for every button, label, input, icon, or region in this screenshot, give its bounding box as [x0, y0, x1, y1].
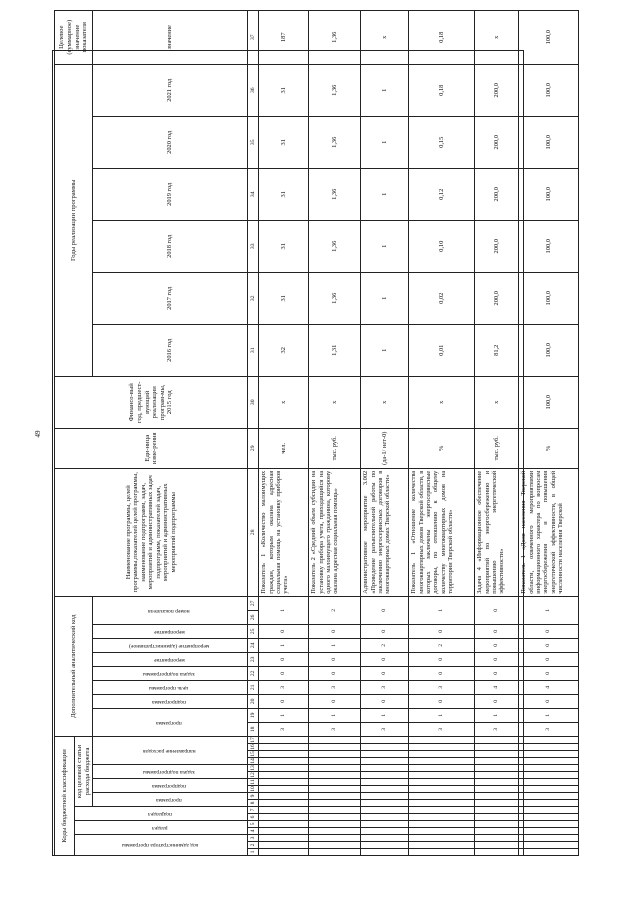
analytic-code-digit: 0	[475, 694, 519, 708]
column-number: 27	[248, 596, 259, 610]
year-value: 100,0	[519, 272, 579, 324]
year-value: 32	[259, 324, 309, 376]
column-number: 24	[248, 638, 259, 652]
column-number: 33	[248, 220, 259, 272]
budget-code-cell	[361, 793, 409, 800]
base-year-value: 100,0	[519, 376, 579, 428]
column-number: 36	[248, 64, 259, 116]
budget-code-cell	[259, 736, 309, 743]
budget-code-cell	[309, 821, 361, 828]
analytic-code-digit: 1	[259, 638, 309, 652]
budget-code-cell	[309, 800, 361, 807]
year-value: 200,0	[475, 116, 519, 168]
budget-code-cell	[259, 779, 309, 786]
analytic-code-digit: 0	[259, 694, 309, 708]
column-number: 6	[248, 814, 259, 821]
analytic-code-digit: 3	[361, 680, 409, 694]
analytic-code-digit: 1	[259, 596, 309, 624]
budget-code-cell	[259, 758, 309, 765]
year-value: 0,10	[409, 220, 475, 272]
column-number: 20	[248, 694, 259, 708]
year-value: 31	[259, 64, 309, 116]
analytic-code-digit: 3	[409, 680, 475, 694]
budget-code-cell	[409, 821, 475, 828]
budget-code-cell	[361, 821, 409, 828]
table-row	[409, 10, 475, 855]
analytic-code-digit: 3	[519, 722, 579, 736]
column-number: 2	[248, 842, 259, 849]
analytic-code-digit: 0	[259, 624, 309, 638]
indicator-name: Административное мероприятие 3.002 «Проведение разъяснительной работы по заключению энергосервисных договоров в многоквартирных домах Тверской области»	[361, 468, 409, 596]
analytic-code-digit: 0	[519, 638, 579, 652]
budget-code-cell	[519, 736, 579, 743]
budget-code-cell	[475, 736, 519, 743]
budget-code-cell	[361, 835, 409, 842]
unit-column-header: Еди-ница изме-рения	[55, 428, 248, 468]
year-value: 0,12	[409, 168, 475, 220]
budget-code-cell	[475, 849, 519, 856]
budget-code-cell	[519, 849, 579, 856]
budget-code-cell	[409, 779, 475, 786]
column-number: 15	[248, 751, 259, 758]
year-value: 1	[361, 272, 409, 324]
analytic-code-digit: 3	[309, 680, 361, 694]
year-value: 100,0	[519, 220, 579, 272]
budget-code-cell	[409, 814, 475, 821]
analytic-code-digit: 0	[259, 666, 309, 680]
year-value: 0,18	[409, 64, 475, 116]
budget-code-cell	[361, 800, 409, 807]
target-value: х	[361, 10, 409, 64]
analytic-code-digit: 0	[361, 652, 409, 666]
analytic-code-digit: 3	[309, 722, 361, 736]
target-value: 1,36	[309, 10, 361, 64]
a-event-kind-vlabel: мероприятие	[93, 624, 248, 638]
budget-code-cell	[475, 835, 519, 842]
budget-code-cell	[361, 779, 409, 786]
analytic-code-digit: 3	[259, 680, 309, 694]
column-number: 17	[248, 736, 259, 743]
year-2017-header: 2017 год	[93, 272, 248, 324]
analytic-code-digit: 2	[309, 596, 361, 624]
budget-code-cell	[259, 821, 309, 828]
year-value: 200,0	[475, 220, 519, 272]
budget-code-cell	[475, 751, 519, 758]
budget-code-cell	[475, 807, 519, 814]
budget-code-cell	[259, 800, 309, 807]
target-value: 187	[259, 10, 309, 64]
budget-code-cell	[519, 744, 579, 751]
year-value: 1	[361, 64, 409, 116]
budget-code-cell	[309, 751, 361, 758]
analytic-code-digit: 0	[361, 596, 409, 624]
budget-code-cell	[409, 793, 475, 800]
budget-code-cell	[309, 765, 361, 772]
budget-code-cell	[309, 814, 361, 821]
analytic-code-digit: 1	[361, 708, 409, 722]
column-number: 18	[248, 722, 259, 736]
page-number: 49	[34, 430, 42, 438]
analytic-code-digit: 2	[409, 638, 475, 652]
budget-code-cell	[309, 835, 361, 842]
program-vlabel: программа	[93, 793, 248, 807]
base-year-column-header: Финансо-вый год, предшест-вующий реализации програм-мы, 2015 год	[55, 376, 248, 428]
budget-code-cell	[409, 828, 475, 835]
budget-code-cell	[475, 800, 519, 807]
budget-code-cell	[259, 842, 309, 849]
budget-code-cell	[361, 814, 409, 821]
landscape-table-sheet	[52, 19, 564, 856]
table-row	[259, 10, 309, 855]
analytic-code-digit: 3	[409, 722, 475, 736]
analytic-code-digit: 0	[309, 666, 361, 680]
unit-cell: %	[519, 428, 579, 468]
a-program-vlabel: программа	[93, 708, 248, 736]
budget-code-cell	[409, 835, 475, 842]
year-value: 1,36	[309, 116, 361, 168]
column-number: 29	[248, 428, 259, 468]
budget-code-cell	[475, 744, 519, 751]
year-value: 81,2	[475, 324, 519, 376]
budget-code-cell	[519, 828, 579, 835]
analytic-code-digit: 0	[309, 694, 361, 708]
year-value: 1	[361, 168, 409, 220]
column-number: 21	[248, 680, 259, 694]
column-number: 7	[248, 807, 259, 814]
year-2016-header: 2016 год	[93, 324, 248, 376]
budget-code-cell	[309, 793, 361, 800]
budget-code-cell	[361, 786, 409, 793]
analytic-code-digit: 0	[519, 624, 579, 638]
analytic-code-digit: 0	[259, 652, 309, 666]
budget-code-cell	[309, 772, 361, 779]
budget-code-cell	[361, 842, 409, 849]
analytic-code-digit: 0	[475, 596, 519, 624]
budget-code-cell	[409, 800, 475, 807]
target-article-header: код целевой статьи расхода бюджета	[75, 736, 93, 806]
year-value: 1,36	[309, 272, 361, 324]
a-task-vlabel: цель программы	[93, 680, 248, 694]
a-indicator-vlabel: номер показателя	[93, 596, 248, 624]
budget-code-cell	[361, 758, 409, 765]
year-value: 200,0	[475, 168, 519, 220]
indicator-name: Показатель 1 «Количество малоимущих граждан, которым оказана адресная социальная помощь на установку приборов учета»	[259, 468, 309, 596]
indicator-name: Задача 4 «Информационное обеспечение мероприятий по энергосбережению и повышению энергетической эффективности»	[475, 468, 519, 596]
analytic-code-digit: 3	[361, 722, 409, 736]
target-value: х	[475, 10, 519, 64]
unit-cell: %	[409, 428, 475, 468]
analytic-code-digit: 4	[519, 680, 579, 694]
analytic-code-digit: 0	[475, 652, 519, 666]
column-number: 30	[248, 376, 259, 428]
analytic-code-digit: 0	[361, 694, 409, 708]
base-year-value: х	[361, 376, 409, 428]
table-row	[519, 10, 579, 855]
budget-code-cell	[259, 835, 309, 842]
budget-code-cell	[259, 772, 309, 779]
year-value: 100,0	[519, 168, 579, 220]
budget-code-cell	[309, 849, 361, 856]
column-number: 37	[248, 10, 259, 64]
analytic-code-digit: 0	[519, 652, 579, 666]
budget-code-cell	[519, 842, 579, 849]
budget-code-cell	[361, 772, 409, 779]
subprogram-vlabel: подпрограмма	[93, 779, 248, 793]
column-number: 14	[248, 758, 259, 765]
rotated-table-stage	[54, 19, 564, 856]
unit-cell: тыс. руб.	[475, 428, 519, 468]
budget-code-cell	[409, 772, 475, 779]
a-admin-event-vlabel: мероприятие (административное)	[93, 638, 248, 652]
target-value: 100,0	[519, 10, 579, 64]
unit-cell: чел.	[259, 428, 309, 468]
analytic-code-digit: 1	[519, 596, 579, 624]
column-number: 1	[248, 849, 259, 856]
base-year-value: х	[309, 376, 361, 428]
column-number: 19	[248, 708, 259, 722]
column-number: 22	[248, 666, 259, 680]
column-number: 16	[248, 744, 259, 751]
target-value-subheader: значение	[93, 10, 248, 64]
base-year-value: х	[409, 376, 475, 428]
unit-cell: (да-1/ нет-0)	[361, 428, 409, 468]
column-number: 12	[248, 772, 259, 779]
budget-code-cell	[309, 842, 361, 849]
analytic-code-digit: 0	[475, 666, 519, 680]
budget-code-cell	[309, 779, 361, 786]
budget-code-cell	[519, 779, 579, 786]
budget-code-cell	[519, 807, 579, 814]
year-value: 0,02	[409, 272, 475, 324]
budget-code-cell	[259, 814, 309, 821]
indicator-name: Показатель 1 «Отношение количества многоквартирных домов Тверской области, в которых заключены энергосервисные договоры, по отношению к общему количеству многоквартирных домов на территории Тверской области»	[409, 468, 475, 596]
year-value: 31	[259, 168, 309, 220]
year-value: 1	[361, 220, 409, 272]
budget-code-cell	[309, 744, 361, 751]
analytic-code-digit: 1	[309, 708, 361, 722]
indicator-name: Показатель 1 «Доля населения Тверской области, охваченного мероприятиями информационного характера по вопросам энергосбережения и повышения энергетической эффективности, в общей численности населения Тверской	[519, 468, 579, 596]
table-row	[361, 10, 409, 855]
budget-code-cell	[475, 842, 519, 849]
analytic-code-digit: 3	[259, 722, 309, 736]
budget-code-cell	[519, 835, 579, 842]
year-value: 1	[361, 116, 409, 168]
column-number: 34	[248, 168, 259, 220]
budget-code-cell	[475, 779, 519, 786]
column-number: 8	[248, 800, 259, 807]
budget-code-cell	[409, 842, 475, 849]
year-2021-header: 2021 год	[93, 64, 248, 116]
year-value: 200,0	[475, 64, 519, 116]
budget-codes-header: Коды бюджетной классификации	[55, 736, 75, 855]
budget-code-cell	[309, 758, 361, 765]
budget-code-cell	[475, 758, 519, 765]
analytic-code-digit: 0	[409, 666, 475, 680]
budget-code-cell	[259, 793, 309, 800]
year-value: 100,0	[519, 116, 579, 168]
year-2018-header: 2018 год	[93, 220, 248, 272]
a-subprogram-vlabel: подпрограмма	[93, 694, 248, 708]
column-number: 4	[248, 828, 259, 835]
budget-code-cell	[475, 821, 519, 828]
unit-cell: тыс. руб.	[309, 428, 361, 468]
budget-code-cell	[361, 765, 409, 772]
base-year-value: х	[259, 376, 309, 428]
year-value: 100,0	[519, 64, 579, 116]
budget-code-cell	[519, 758, 579, 765]
analytic-code-digit: 0	[475, 638, 519, 652]
admin-code-vlabel: код администратора программы	[75, 835, 248, 856]
year-value: 31	[259, 272, 309, 324]
analytic-code-digit: 3	[475, 722, 519, 736]
analytic-code-digit: 0	[519, 694, 579, 708]
year-value: 0,15	[409, 116, 475, 168]
column-number: 32	[248, 272, 259, 324]
program-indicators-table	[54, 10, 579, 856]
column-number: 28	[248, 468, 259, 596]
budget-code-cell	[309, 736, 361, 743]
expense-direction-vlabel: направление расходов	[93, 736, 248, 764]
column-number: 31	[248, 324, 259, 376]
target-value-header: Целевое (суммарное) значение показателя	[55, 10, 93, 64]
year-value: 200,0	[475, 272, 519, 324]
budget-code-cell	[409, 849, 475, 856]
analytic-code-digit: 4	[475, 680, 519, 694]
budget-code-cell	[409, 807, 475, 814]
column-number: 35	[248, 116, 259, 168]
budget-code-cell	[475, 786, 519, 793]
column-number: 23	[248, 652, 259, 666]
budget-code-cell	[519, 751, 579, 758]
column-number: 9	[248, 793, 259, 800]
budget-code-cell	[409, 751, 475, 758]
budget-code-cell	[259, 807, 309, 814]
budget-code-cell	[519, 772, 579, 779]
analytic-code-digit: 0	[361, 666, 409, 680]
budget-code-cell	[361, 828, 409, 835]
name-column-header: Наименование программы, целей программы,показателей целей программы, наименование подпрограмм, задач, мероприятий и административных задач подпрограмм, показателей задач, мероприятий и административных мероприятий подпрограммы	[55, 468, 248, 596]
analytic-code-digit: 0	[409, 652, 475, 666]
budget-code-cell	[475, 828, 519, 835]
analytic-code-digit: 0	[519, 666, 579, 680]
year-value: 1,36	[309, 64, 361, 116]
year-value: 1,36	[309, 220, 361, 272]
a-task-sub-vlabel: задача подпрограммы	[93, 666, 248, 680]
analytic-code-digit: 1	[409, 596, 475, 624]
budget-code-cell	[409, 786, 475, 793]
column-number: 26	[248, 610, 259, 624]
subsection-vlabel: подраздел	[75, 807, 248, 821]
year-2020-header: 2020 год	[93, 116, 248, 168]
budget-code-cell	[361, 744, 409, 751]
analytic-code-digit: 0	[309, 652, 361, 666]
section-vlabel: раздел	[75, 821, 248, 835]
analytic-code-digit: 1	[519, 708, 579, 722]
table-row	[309, 10, 361, 855]
budget-code-cell	[259, 828, 309, 835]
table-row	[475, 10, 519, 855]
column-number: 3	[248, 835, 259, 842]
column-number: 10	[248, 786, 259, 793]
budget-code-cell	[361, 751, 409, 758]
indicator-name: Показатель 2 «Средний объем субсидии на установку прибора учета, приходящийся на одного малоимущего гражданина, которому оказана адресная социальная помощь»	[309, 468, 361, 596]
budget-code-cell	[519, 765, 579, 772]
analytic-code-digit: 2	[361, 638, 409, 652]
budget-code-cell	[519, 821, 579, 828]
analytic-code-digit: 0	[475, 624, 519, 638]
task-vlabel: задача подпрограммы	[93, 765, 248, 779]
budget-code-cell	[519, 814, 579, 821]
budget-code-cell	[409, 744, 475, 751]
analytic-code-digit: 0	[361, 624, 409, 638]
analytic-code-digit: 0	[309, 624, 361, 638]
analytic-code-digit: 1	[409, 708, 475, 722]
year-value: 1,36	[309, 168, 361, 220]
budget-code-cell	[259, 765, 309, 772]
additional-code-header: Дополнительный аналитический код	[55, 596, 93, 736]
budget-code-cell	[519, 793, 579, 800]
column-number: 13	[248, 765, 259, 772]
analytic-code-digit: 1	[259, 708, 309, 722]
budget-code-cell	[259, 744, 309, 751]
a-event-vlabel: мероприятие	[93, 652, 248, 666]
budget-code-cell	[475, 814, 519, 821]
budget-code-cell	[519, 786, 579, 793]
budget-code-cell	[409, 736, 475, 743]
year-value: 1	[361, 324, 409, 376]
budget-code-cell	[475, 765, 519, 772]
budget-code-cell	[309, 807, 361, 814]
budget-code-cell	[361, 849, 409, 856]
budget-code-cell	[519, 800, 579, 807]
analytic-code-digit: 0	[409, 624, 475, 638]
year-value: 31	[259, 116, 309, 168]
year-value: 1,31	[309, 324, 361, 376]
budget-code-cell	[409, 765, 475, 772]
column-number-row	[248, 10, 259, 855]
analytic-code-digit: 1	[309, 638, 361, 652]
budget-code-cell	[259, 751, 309, 758]
budget-code-cell	[361, 736, 409, 743]
budget-code-cell	[361, 807, 409, 814]
base-year-value: х	[475, 376, 519, 428]
budget-code-cell	[309, 828, 361, 835]
year-value: 31	[259, 220, 309, 272]
column-number: 25	[248, 624, 259, 638]
budget-code-cell	[409, 758, 475, 765]
budget-code-cell	[475, 772, 519, 779]
column-number: 5	[248, 821, 259, 828]
target-value: 0,18	[409, 10, 475, 64]
year-value: 100,0	[519, 324, 579, 376]
budget-code-cell	[259, 849, 309, 856]
year-value: 0,01	[409, 324, 475, 376]
analytic-code-digit: 1	[475, 708, 519, 722]
budget-code-cell	[309, 786, 361, 793]
year-2019-header: 2019 год	[93, 168, 248, 220]
budget-code-cell	[475, 793, 519, 800]
column-number: 11	[248, 779, 259, 786]
analytic-code-digit: 0	[409, 694, 475, 708]
budget-code-cell	[259, 786, 309, 793]
years-header: Годы реализации программы	[55, 64, 93, 376]
